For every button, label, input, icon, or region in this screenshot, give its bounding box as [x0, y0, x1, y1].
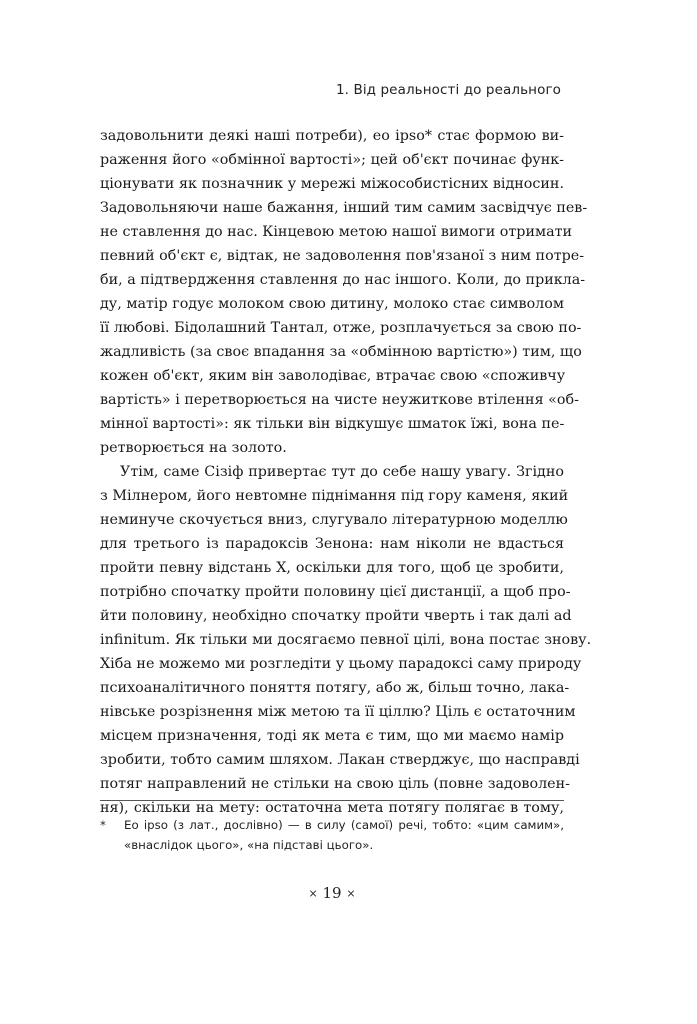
- text-line: пройти певну відстань X, оскільки для того, щоб це зробити,: [100, 560, 564, 576]
- text-line: вартість» і перетворюється на чисте неужиткове втілення «об-: [100, 392, 579, 408]
- text-line: певний об'єкт є, відтак, не задоволення пов'язаної з ним потре-: [100, 248, 585, 264]
- footnote-line: [100, 815, 564, 835]
- footnote-marker: *: [100, 818, 106, 832]
- text-line: задовольнити деякі наші потреби), eo ipso* стає формою ви-: [100, 128, 564, 144]
- body-text: [100, 124, 592, 820]
- footnote-rule: [100, 800, 564, 801]
- text-line: Хіба не можемо ми розгледіти у цьому парадоксі саму природу: [100, 656, 582, 672]
- text-line: ціонувати як позначник у мережі міжособистісних відносин.: [100, 176, 564, 192]
- text-line: ня), скільки на мету: остаточна мета потягу полягає в тому,: [100, 800, 564, 816]
- text-line: мінної вартості»: як тільки він відкушує шматок їжі, вона пе-: [100, 416, 565, 432]
- text-line: ретворюється на золото.: [100, 440, 287, 456]
- text-line: Утім, саме Сізіф привертає тут до себе нашу увагу. Згідно: [120, 464, 564, 480]
- text-line: би, а підтвердження ставлення до нас іншого. Коли, до приклa-: [100, 272, 586, 288]
- folio-ornament-right: ×: [346, 887, 356, 900]
- text-line: йти половину, необхідно спочатку пройти чверть і так далі ad: [100, 608, 572, 624]
- text-line: психоаналітичного поняття потягу, або ж, більш точно, лака-: [100, 680, 570, 696]
- text-line: її любові. Бідолашний Тантал, отже, розплачується за свою по-: [100, 320, 582, 336]
- text-line: для третього із парадоксів Зенона: нам ніколи не вдасться: [100, 536, 564, 552]
- text-line: infinitum. Як тільки ми досягаємо певної цілі, вона постає знову.: [100, 632, 592, 648]
- text-line: ду, матір годує молоком свою дитину, молоко стає символом: [100, 296, 564, 312]
- footnote-text: Eo ipso (з лат., дослівно) — в силу (самої) речі, тобто: «цим самим»,: [124, 818, 564, 832]
- text-line: не ставлення до нас. Кінцевою метою нашої вимоги отримати: [100, 224, 573, 240]
- running-head: 1. Від реальності до реального: [335, 82, 561, 98]
- text-line: раження його «обмінної вартості»; цей об'єкт починає функ-: [100, 152, 564, 168]
- text-line: потрібно спочатку пройти половину цієї дистанції, а щоб про-: [100, 584, 571, 600]
- text-line: жадливість (за своє впадання за «обмінною вартістю») тим, що: [100, 344, 582, 360]
- folio-ornament-left: ×: [308, 887, 318, 900]
- text-line: неминуче скочується вниз, слугувало літературною моделлю: [100, 512, 568, 528]
- text-line: Задовольняючи наше бажання, інший тим самим засвідчує пев-: [100, 200, 588, 216]
- text-line: кожен об'єкт, яким він заволодіває, втрачає свою «споживчу: [100, 368, 566, 384]
- footnote-line: «внаслідок цього», «на підставі цього».: [124, 838, 374, 852]
- text-line: потяг направлений не стільки на свою ціль (повне задоволен-: [100, 776, 570, 792]
- text-line: нівське розрізнення між метою та її ціллю? Ціль є остаточним: [100, 704, 576, 720]
- text-line: місцем призначення, тоді як мета є тим, що ми маємо намір: [100, 728, 564, 744]
- page-number: [0, 884, 664, 902]
- footnote: [100, 815, 564, 855]
- page-number-value: 19: [322, 884, 342, 902]
- text-line: з Мілнером, його невтомне піднімання під гору каменя, який: [100, 488, 569, 504]
- text-line: зробити, тобто самим шляхом. Лакан стверджує, що насправді: [100, 752, 580, 768]
